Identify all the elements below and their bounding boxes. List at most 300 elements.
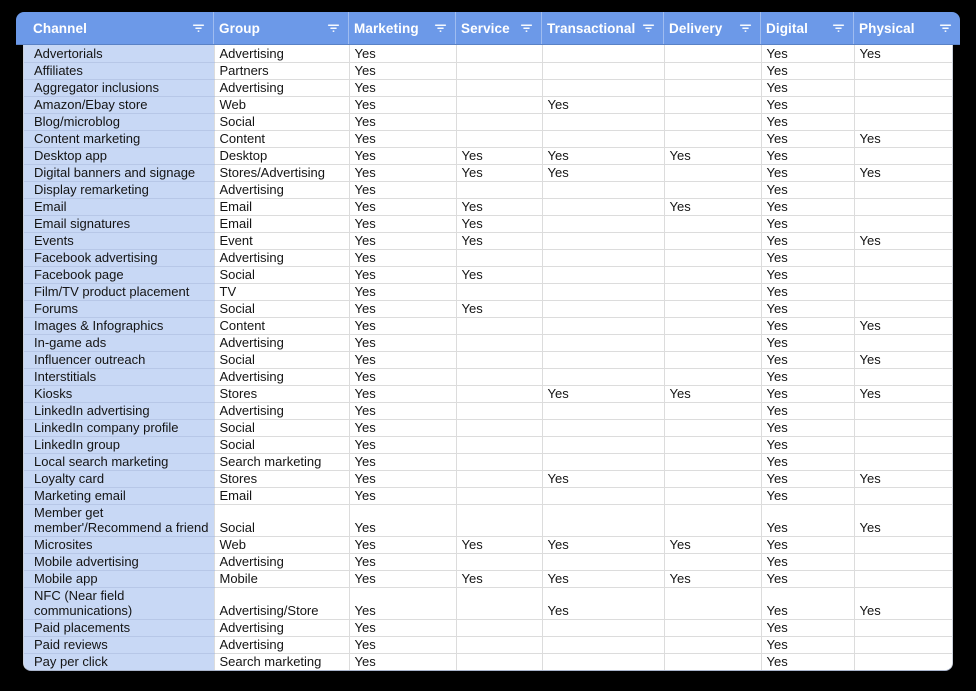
- cell-delivery[interactable]: [664, 487, 761, 504]
- cell-transactional[interactable]: Yes: [542, 587, 664, 619]
- cell-service[interactable]: Yes: [456, 536, 542, 553]
- filter-icon[interactable]: [642, 22, 655, 34]
- cell-service[interactable]: [456, 487, 542, 504]
- cell-digital[interactable]: Yes: [761, 45, 854, 62]
- cell-marketing[interactable]: Yes: [349, 436, 456, 453]
- cell-delivery[interactable]: Yes: [664, 570, 761, 587]
- column-header-marketing[interactable]: [348, 12, 455, 44]
- cell-marketing[interactable]: Yes: [349, 317, 456, 334]
- cell-service[interactable]: [456, 619, 542, 636]
- filter-icon[interactable]: [832, 22, 845, 34]
- cell-transactional[interactable]: [542, 113, 664, 130]
- cell-marketing[interactable]: Yes: [349, 368, 456, 385]
- cell-transactional[interactable]: [542, 181, 664, 198]
- cell-delivery[interactable]: Yes: [664, 147, 761, 164]
- cell-physical[interactable]: [854, 147, 953, 164]
- cell-transactional[interactable]: [542, 283, 664, 300]
- cell-delivery[interactable]: [664, 266, 761, 283]
- cell-service[interactable]: [456, 368, 542, 385]
- cell-transactional[interactable]: [542, 45, 664, 62]
- cell-physical[interactable]: Yes: [854, 587, 953, 619]
- cell-group[interactable]: Social: [214, 504, 349, 536]
- cell-channel[interactable]: Content marketing: [24, 130, 214, 147]
- column-header-group[interactable]: [213, 12, 348, 44]
- cell-service[interactable]: [456, 453, 542, 470]
- cell-delivery[interactable]: [664, 402, 761, 419]
- cell-group[interactable]: TV: [214, 283, 349, 300]
- cell-physical[interactable]: [854, 198, 953, 215]
- cell-channel[interactable]: LinkedIn company profile: [24, 419, 214, 436]
- cell-transactional[interactable]: Yes: [542, 570, 664, 587]
- cell-transactional[interactable]: [542, 653, 664, 670]
- cell-transactional[interactable]: [542, 198, 664, 215]
- cell-marketing[interactable]: Yes: [349, 636, 456, 653]
- column-header-physical[interactable]: [853, 12, 960, 44]
- cell-physical[interactable]: Yes: [854, 232, 953, 249]
- cell-group[interactable]: Social: [214, 266, 349, 283]
- cell-group[interactable]: Advertising: [214, 79, 349, 96]
- cell-service[interactable]: Yes: [456, 570, 542, 587]
- cell-marketing[interactable]: Yes: [349, 147, 456, 164]
- column-header-delivery[interactable]: [663, 12, 760, 44]
- filter-icon[interactable]: [520, 22, 533, 34]
- cell-service[interactable]: [456, 62, 542, 79]
- cell-group[interactable]: Search marketing: [214, 653, 349, 670]
- cell-physical[interactable]: [854, 402, 953, 419]
- cell-marketing[interactable]: Yes: [349, 79, 456, 96]
- cell-group[interactable]: Search marketing: [214, 453, 349, 470]
- cell-channel[interactable]: Email: [24, 198, 214, 215]
- cell-physical[interactable]: [854, 436, 953, 453]
- cell-group[interactable]: Social: [214, 351, 349, 368]
- cell-channel[interactable]: Mobile app: [24, 570, 214, 587]
- cell-group[interactable]: Social: [214, 419, 349, 436]
- cell-marketing[interactable]: Yes: [349, 653, 456, 670]
- cell-group[interactable]: Partners: [214, 62, 349, 79]
- cell-digital[interactable]: Yes: [761, 317, 854, 334]
- cell-digital[interactable]: Yes: [761, 653, 854, 670]
- table-row: [24, 436, 953, 453]
- cell-marketing[interactable]: Yes: [349, 453, 456, 470]
- cell-service[interactable]: [456, 470, 542, 487]
- cell-marketing[interactable]: Yes: [349, 45, 456, 62]
- cell-digital[interactable]: Yes: [761, 570, 854, 587]
- cell-transactional[interactable]: [542, 504, 664, 536]
- cell-marketing[interactable]: Yes: [349, 283, 456, 300]
- cell-marketing[interactable]: Yes: [349, 536, 456, 553]
- cell-digital[interactable]: Yes: [761, 164, 854, 181]
- cell-digital[interactable]: Yes: [761, 266, 854, 283]
- cell-delivery[interactable]: [664, 636, 761, 653]
- cell-channel[interactable]: Forums: [24, 300, 214, 317]
- cell-marketing[interactable]: Yes: [349, 130, 456, 147]
- cell-channel[interactable]: Pay per click: [24, 653, 214, 670]
- cell-delivery[interactable]: [664, 96, 761, 113]
- cell-transactional[interactable]: [542, 334, 664, 351]
- cell-marketing[interactable]: Yes: [349, 504, 456, 536]
- cell-group[interactable]: Advertising: [214, 249, 349, 266]
- cell-channel[interactable]: Events: [24, 232, 214, 249]
- cell-marketing[interactable]: Yes: [349, 249, 456, 266]
- cell-digital[interactable]: Yes: [761, 619, 854, 636]
- cell-marketing[interactable]: Yes: [349, 96, 456, 113]
- cell-delivery[interactable]: [664, 419, 761, 436]
- cell-transactional[interactable]: [542, 300, 664, 317]
- cell-delivery[interactable]: [664, 300, 761, 317]
- cell-service[interactable]: [456, 436, 542, 453]
- cell-marketing[interactable]: Yes: [349, 215, 456, 232]
- table-row: [24, 79, 953, 96]
- table-row: [24, 487, 953, 504]
- cell-physical[interactable]: [854, 368, 953, 385]
- cell-channel[interactable]: Kiosks: [24, 385, 214, 402]
- cell-physical[interactable]: [854, 249, 953, 266]
- cell-physical[interactable]: [854, 536, 953, 553]
- cell-transactional[interactable]: [542, 62, 664, 79]
- cell-service[interactable]: [456, 587, 542, 619]
- cell-digital[interactable]: Yes: [761, 536, 854, 553]
- cell-delivery[interactable]: [664, 181, 761, 198]
- cell-group[interactable]: Content: [214, 130, 349, 147]
- cell-transactional[interactable]: [542, 402, 664, 419]
- cell-delivery[interactable]: [664, 470, 761, 487]
- cell-physical[interactable]: [854, 334, 953, 351]
- cell-transactional[interactable]: [542, 266, 664, 283]
- cell-transactional[interactable]: [542, 636, 664, 653]
- cell-service[interactable]: [456, 351, 542, 368]
- cell-marketing[interactable]: Yes: [349, 553, 456, 570]
- cell-transactional[interactable]: Yes: [542, 470, 664, 487]
- cell-delivery[interactable]: [664, 62, 761, 79]
- cell-marketing[interactable]: Yes: [349, 62, 456, 79]
- cell-transactional[interactable]: [542, 317, 664, 334]
- cell-group[interactable]: Mobile: [214, 570, 349, 587]
- cell-group[interactable]: Advertising: [214, 553, 349, 570]
- cell-channel[interactable]: LinkedIn advertising: [24, 402, 214, 419]
- cell-delivery[interactable]: [664, 334, 761, 351]
- cell-delivery[interactable]: [664, 232, 761, 249]
- cell-digital[interactable]: Yes: [761, 249, 854, 266]
- cell-channel[interactable]: Desktop app: [24, 147, 214, 164]
- cell-transactional[interactable]: Yes: [542, 536, 664, 553]
- cell-delivery[interactable]: [664, 587, 761, 619]
- cell-group[interactable]: Stores: [214, 385, 349, 402]
- cell-physical[interactable]: [854, 181, 953, 198]
- cell-channel[interactable]: LinkedIn group: [24, 436, 214, 453]
- cell-marketing[interactable]: Yes: [349, 587, 456, 619]
- cell-group[interactable]: Advertising: [214, 334, 349, 351]
- cell-group[interactable]: Advertising: [214, 636, 349, 653]
- cell-delivery[interactable]: [664, 653, 761, 670]
- cell-group[interactable]: Advertising: [214, 181, 349, 198]
- cell-physical[interactable]: [854, 419, 953, 436]
- cell-channel[interactable]: Interstitials: [24, 368, 214, 385]
- cell-marketing[interactable]: Yes: [349, 300, 456, 317]
- filter-icon[interactable]: [739, 22, 752, 34]
- cell-delivery[interactable]: [664, 130, 761, 147]
- cell-digital[interactable]: Yes: [761, 351, 854, 368]
- cell-transactional[interactable]: Yes: [542, 96, 664, 113]
- cell-channel[interactable]: Amazon/⁠Ebay store: [24, 96, 214, 113]
- cell-transactional[interactable]: [542, 453, 664, 470]
- cell-marketing[interactable]: Yes: [349, 334, 456, 351]
- cell-digital[interactable]: Yes: [761, 300, 854, 317]
- cell-service[interactable]: [456, 504, 542, 536]
- cell-marketing[interactable]: Yes: [349, 487, 456, 504]
- cell-channel[interactable]: Display remarketing: [24, 181, 214, 198]
- cell-group[interactable]: Advertising: [214, 45, 349, 62]
- cell-digital[interactable]: Yes: [761, 283, 854, 300]
- cell-group[interactable]: Email: [214, 487, 349, 504]
- cell-physical[interactable]: [854, 62, 953, 79]
- cell-physical[interactable]: [854, 636, 953, 653]
- cell-physical[interactable]: [854, 300, 953, 317]
- cell-digital[interactable]: Yes: [761, 504, 854, 536]
- cell-channel[interactable]: Email signatures: [24, 215, 214, 232]
- cell-transactional[interactable]: [542, 553, 664, 570]
- cell-channel[interactable]: Facebook advertising: [24, 249, 214, 266]
- cell-group[interactable]: Social: [214, 113, 349, 130]
- cell-physical[interactable]: Yes: [854, 504, 953, 536]
- cell-delivery[interactable]: [664, 317, 761, 334]
- cell-delivery[interactable]: Yes: [664, 198, 761, 215]
- cell-marketing[interactable]: Yes: [349, 113, 456, 130]
- cell-digital[interactable]: Yes: [761, 436, 854, 453]
- cell-service[interactable]: [456, 96, 542, 113]
- cell-group[interactable]: Advertising: [214, 402, 349, 419]
- cell-physical[interactable]: [854, 570, 953, 587]
- cell-service[interactable]: [456, 419, 542, 436]
- cell-physical[interactable]: Yes: [854, 317, 953, 334]
- cell-physical[interactable]: [854, 453, 953, 470]
- cell-physical[interactable]: Yes: [854, 470, 953, 487]
- cell-service[interactable]: [456, 45, 542, 62]
- cell-digital[interactable]: Yes: [761, 453, 854, 470]
- cell-group[interactable]: Event: [214, 232, 349, 249]
- cell-channel[interactable]: Marketing email: [24, 487, 214, 504]
- cell-group[interactable]: Advertising: [214, 619, 349, 636]
- cell-service[interactable]: [456, 317, 542, 334]
- cell-service[interactable]: Yes: [456, 215, 542, 232]
- cell-service[interactable]: [456, 334, 542, 351]
- cell-channel[interactable]: Images & Infographics: [24, 317, 214, 334]
- cell-delivery[interactable]: [664, 215, 761, 232]
- cell-transactional[interactable]: [542, 130, 664, 147]
- cell-service[interactable]: [456, 130, 542, 147]
- cell-delivery[interactable]: Yes: [664, 385, 761, 402]
- column-header-digital[interactable]: [760, 12, 853, 44]
- cell-service[interactable]: Yes: [456, 300, 542, 317]
- cell-channel[interactable]: Aggregator inclusions: [24, 79, 214, 96]
- cell-transactional[interactable]: [542, 436, 664, 453]
- cell-delivery[interactable]: [664, 553, 761, 570]
- cell-physical[interactable]: [854, 96, 953, 113]
- cell-service[interactable]: [456, 653, 542, 670]
- cell-marketing[interactable]: Yes: [349, 570, 456, 587]
- cell-service[interactable]: [456, 249, 542, 266]
- cell-delivery[interactable]: [664, 368, 761, 385]
- cell-digital[interactable]: Yes: [761, 198, 854, 215]
- cell-group[interactable]: Stores: [214, 470, 349, 487]
- cell-service[interactable]: Yes: [456, 266, 542, 283]
- cell-transactional[interactable]: [542, 619, 664, 636]
- cell-service[interactable]: [456, 283, 542, 300]
- cell-delivery[interactable]: Yes: [664, 536, 761, 553]
- cell-transactional[interactable]: [542, 249, 664, 266]
- filter-icon[interactable]: [434, 22, 447, 34]
- cell-marketing[interactable]: Yes: [349, 181, 456, 198]
- cell-transactional[interactable]: [542, 232, 664, 249]
- cell-channel[interactable]: Mobile advertising: [24, 553, 214, 570]
- cell-channel[interactable]: Affiliates: [24, 62, 214, 79]
- filter-icon[interactable]: [327, 22, 340, 34]
- cell-marketing[interactable]: Yes: [349, 385, 456, 402]
- cell-service[interactable]: [456, 113, 542, 130]
- column-header-channel[interactable]: [16, 12, 213, 44]
- cell-physical[interactable]: [854, 113, 953, 130]
- cell-physical[interactable]: [854, 487, 953, 504]
- cell-group[interactable]: Web: [214, 536, 349, 553]
- cell-group[interactable]: Social: [214, 436, 349, 453]
- cell-physical[interactable]: [854, 553, 953, 570]
- cell-transactional[interactable]: Yes: [542, 164, 664, 181]
- cell-delivery[interactable]: [664, 79, 761, 96]
- cell-service[interactable]: [456, 553, 542, 570]
- cell-marketing[interactable]: Yes: [349, 619, 456, 636]
- cell-channel[interactable]: Paid placements: [24, 619, 214, 636]
- cell-channel[interactable]: Loyalty card: [24, 470, 214, 487]
- cell-channel[interactable]: Member get member'/⁠Recommend a friend: [24, 504, 214, 536]
- cell-service[interactable]: [456, 402, 542, 419]
- cell-delivery[interactable]: [664, 619, 761, 636]
- cell-service[interactable]: [456, 636, 542, 653]
- cell-transactional[interactable]: [542, 215, 664, 232]
- cell-group[interactable]: Advertising: [214, 368, 349, 385]
- cell-transactional[interactable]: [542, 368, 664, 385]
- cell-service[interactable]: [456, 385, 542, 402]
- cell-channel[interactable]: NFC (Near field communications): [24, 587, 214, 619]
- cell-physical[interactable]: [854, 79, 953, 96]
- cell-transactional[interactable]: [542, 79, 664, 96]
- cell-physical[interactable]: Yes: [854, 385, 953, 402]
- cell-channel[interactable]: Local search marketing: [24, 453, 214, 470]
- cell-physical[interactable]: Yes: [854, 351, 953, 368]
- cell-physical[interactable]: Yes: [854, 164, 953, 181]
- cell-digital[interactable]: Yes: [761, 113, 854, 130]
- cell-physical[interactable]: [854, 619, 953, 636]
- cell-service[interactable]: [456, 79, 542, 96]
- cell-digital[interactable]: Yes: [761, 419, 854, 436]
- cell-physical[interactable]: Yes: [854, 45, 953, 62]
- cell-channel[interactable]: Advertorials: [24, 45, 214, 62]
- cell-physical[interactable]: [854, 215, 953, 232]
- cell-service[interactable]: Yes: [456, 232, 542, 249]
- cell-digital[interactable]: Yes: [761, 470, 854, 487]
- cell-digital[interactable]: Yes: [761, 487, 854, 504]
- cell-digital[interactable]: Yes: [761, 636, 854, 653]
- cell-marketing[interactable]: Yes: [349, 198, 456, 215]
- cell-digital[interactable]: Yes: [761, 130, 854, 147]
- cell-service[interactable]: Yes: [456, 198, 542, 215]
- cell-marketing[interactable]: Yes: [349, 470, 456, 487]
- cell-transactional[interactable]: [542, 419, 664, 436]
- column-header-transactional[interactable]: [541, 12, 663, 44]
- cell-transactional[interactable]: Yes: [542, 385, 664, 402]
- cell-group[interactable]: Web: [214, 96, 349, 113]
- cell-channel[interactable]: Influencer outreach: [24, 351, 214, 368]
- cell-digital[interactable]: Yes: [761, 232, 854, 249]
- cell-marketing[interactable]: Yes: [349, 402, 456, 419]
- cell-digital[interactable]: Yes: [761, 553, 854, 570]
- cell-delivery[interactable]: [664, 351, 761, 368]
- cell-physical[interactable]: [854, 266, 953, 283]
- cell-marketing[interactable]: Yes: [349, 232, 456, 249]
- cell-digital[interactable]: Yes: [761, 334, 854, 351]
- cell-digital[interactable]: Yes: [761, 215, 854, 232]
- cell-channel[interactable]: Paid reviews: [24, 636, 214, 653]
- table-row: [24, 45, 953, 62]
- cell-digital[interactable]: Yes: [761, 62, 854, 79]
- cell-digital[interactable]: Yes: [761, 368, 854, 385]
- cell-marketing[interactable]: Yes: [349, 164, 456, 181]
- cell-physical[interactable]: Yes: [854, 130, 953, 147]
- cell-digital[interactable]: Yes: [761, 402, 854, 419]
- cell-delivery[interactable]: [664, 249, 761, 266]
- cell-group[interactable]: Social: [214, 300, 349, 317]
- cell-service[interactable]: Yes: [456, 164, 542, 181]
- cell-digital[interactable]: Yes: [761, 587, 854, 619]
- filter-icon[interactable]: [192, 22, 205, 34]
- cell-delivery[interactable]: [664, 436, 761, 453]
- column-header-service[interactable]: [455, 12, 541, 44]
- cell-service[interactable]: Yes: [456, 147, 542, 164]
- cell-physical[interactable]: [854, 283, 953, 300]
- filter-icon[interactable]: [939, 22, 952, 34]
- cell-delivery[interactable]: [664, 283, 761, 300]
- cell-channel[interactable]: Microsites: [24, 536, 214, 553]
- cell-delivery[interactable]: [664, 453, 761, 470]
- cell-marketing[interactable]: Yes: [349, 419, 456, 436]
- cell-digital[interactable]: Yes: [761, 181, 854, 198]
- cell-digital[interactable]: Yes: [761, 96, 854, 113]
- cell-transactional[interactable]: [542, 487, 664, 504]
- cell-delivery[interactable]: [664, 504, 761, 536]
- cell-channel[interactable]: Facebook page: [24, 266, 214, 283]
- cell-group[interactable]: Email: [214, 215, 349, 232]
- cell-channel[interactable]: Blog/⁠microblog: [24, 113, 214, 130]
- cell-marketing[interactable]: Yes: [349, 266, 456, 283]
- cell-digital[interactable]: Yes: [761, 147, 854, 164]
- cell-channel[interactable]: In-game ads: [24, 334, 214, 351]
- cell-transactional[interactable]: Yes: [542, 147, 664, 164]
- cell-physical[interactable]: [854, 653, 953, 670]
- cell-delivery[interactable]: [664, 45, 761, 62]
- cell-service[interactable]: [456, 181, 542, 198]
- cell-group[interactable]: Advertising/Store: [214, 587, 349, 619]
- cell-channel[interactable]: Film/⁠TV product placement: [24, 283, 214, 300]
- cell-delivery[interactable]: [664, 113, 761, 130]
- cell-marketing[interactable]: Yes: [349, 351, 456, 368]
- cell-digital[interactable]: Yes: [761, 79, 854, 96]
- cell-group[interactable]: Stores/Advertising: [214, 164, 349, 181]
- cell-group[interactable]: Email: [214, 198, 349, 215]
- cell-channel[interactable]: Digital banners and signage: [24, 164, 214, 181]
- cell-group[interactable]: Content: [214, 317, 349, 334]
- cell-transactional[interactable]: [542, 351, 664, 368]
- cell-digital[interactable]: Yes: [761, 385, 854, 402]
- cell-delivery[interactable]: [664, 164, 761, 181]
- cell-group[interactable]: Desktop: [214, 147, 349, 164]
